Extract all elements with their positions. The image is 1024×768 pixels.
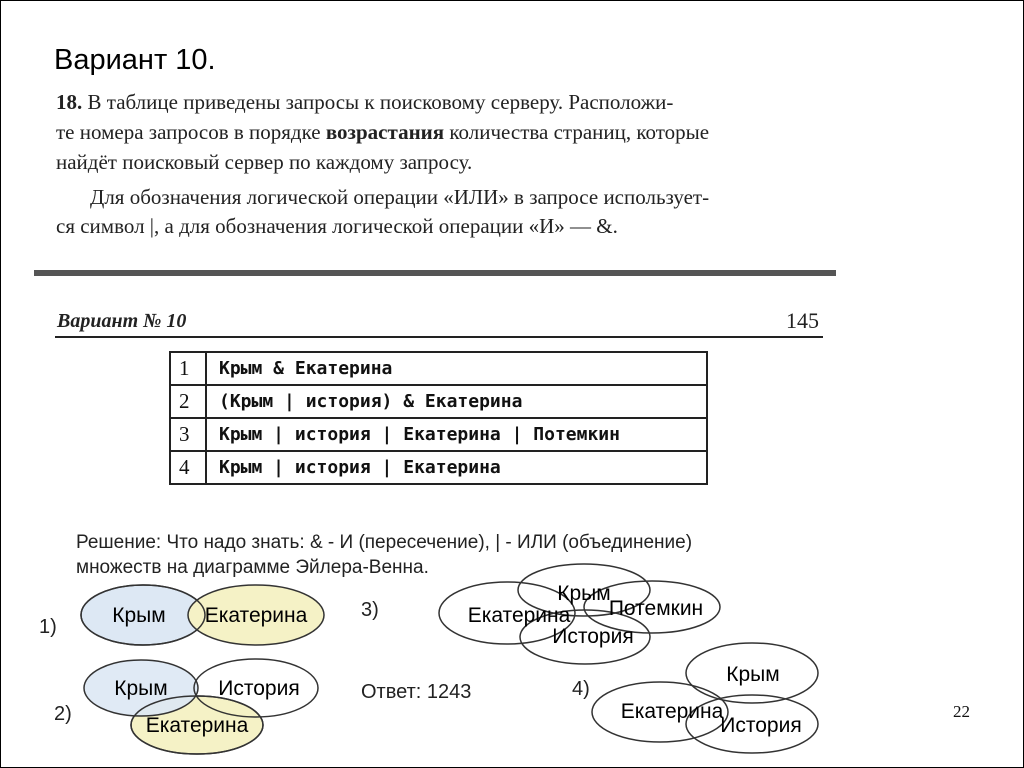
task-number: 18. — [56, 90, 83, 114]
diagram-2-number: 2) — [54, 703, 72, 725]
solution-line-1: Решение: Что надо знать: & - И (пересечение), | - ИЛИ (объединение) — [76, 532, 693, 553]
diagram-4-number: 4) — [572, 678, 590, 700]
query-number: 4 — [170, 451, 206, 484]
query-text: Крым | история | Екатерина — [206, 451, 707, 484]
query-text: Крым | история | Екатерина | Потемкин — [206, 418, 707, 451]
venn3-label-a: Крым — [557, 582, 611, 605]
task-text-2b: количества страниц, которые — [444, 120, 710, 144]
solution-line-2: множеств на диаграмме Эйлера-Венна. — [76, 557, 429, 578]
book-variant-header: Вариант № 10 — [57, 310, 187, 332]
task-line-3: найдёт поисковый сервер по каждому запросу. — [56, 150, 473, 174]
query-number: 1 — [170, 352, 206, 385]
task-text-2-bold: возрастания — [325, 120, 445, 144]
query-text: (Крым | история) & Екатерина — [206, 385, 707, 418]
venn4-label-c: История — [720, 714, 802, 737]
venn4-label-a: Крым — [726, 663, 780, 686]
diagram-3-number: 3) — [361, 599, 379, 621]
venn2-label-b: История — [218, 677, 300, 700]
book-page-number: 145 — [786, 308, 819, 333]
venn3-label-c: Екатерина — [467, 604, 571, 627]
query-number: 3 — [170, 418, 206, 451]
venn3-label-b: Потемкин — [608, 597, 704, 620]
query-text: Крым & Екатерина — [206, 352, 707, 385]
query-number: 2 — [170, 385, 206, 418]
venn2-label-a: Крым — [114, 677, 168, 700]
venn4-label-b: Екатерина — [620, 700, 724, 723]
venn2-label-c: Екатерина — [145, 714, 249, 737]
venn1-label-a: Крым — [112, 604, 166, 627]
venn1-label-b: Екатерина — [204, 604, 308, 627]
slide-page-number: 22 — [953, 702, 970, 721]
diagram-1-number: 1) — [39, 616, 57, 638]
task-line-4: Для обозначения логической операции «ИЛИ» в запросе использует- — [90, 185, 710, 209]
task-text-1: В таблице приведены запросы к поисковому серверу. Расположи- — [87, 90, 674, 114]
task-line-5: ся символ |, а для обозначения логической операции «И» — &. — [56, 214, 618, 238]
venn3-label-d: История — [552, 625, 634, 648]
slide-title: Вариант 10. — [54, 44, 216, 76]
answer-text: Ответ: 1243 — [361, 681, 472, 703]
task-text-2a: те номера запросов в порядке — [56, 120, 326, 144]
